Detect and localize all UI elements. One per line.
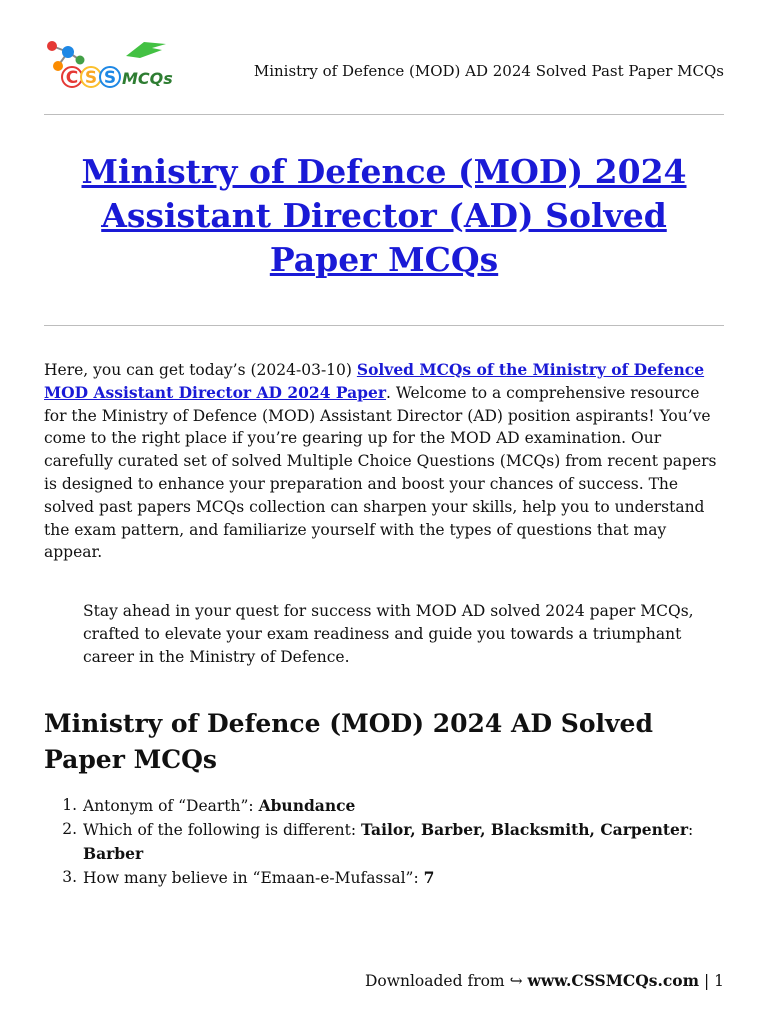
page-title-link[interactable]: Ministry of Defence (MOD) 2024 Assistant Director (AD) Solved Paper MCQs [81,152,687,279]
svg-text:MCQs: MCQs [122,69,173,88]
footer-prefix: Downloaded from [364,972,510,990]
list-number: 3. [62,868,77,886]
site-link[interactable]: www.CSSMCQs.com [527,971,700,990]
mcq-separator: : [688,821,694,839]
page-title [44,150,724,282]
cssmcqs-logo[interactable] [44,38,174,96]
page-header [44,38,724,108]
footer-separator: | [699,972,715,990]
mcq-question: Antonym of “Dearth”: [83,797,259,815]
mcq-question: Which of the following is different: [83,821,361,839]
arrow-icon: ↪ [509,972,523,990]
intro-lead: Here, you can get today’s (2024-03-10) [44,361,357,379]
mcq-options: Tailor, Barber, Blacksmith, Carpenter [361,820,689,839]
svg-text:S: S [84,68,98,88]
section-heading: Ministry of Defence (MOD) 2024 AD Solved Paper MCQs [44,709,653,774]
svg-text:S: S [103,68,117,88]
page-footer [365,970,724,992]
title-divider [44,325,724,326]
mcq-answer: Abundance [258,796,356,815]
intro-paragraph [44,359,724,564]
list-item [44,794,724,818]
header-divider [44,114,724,115]
list-item [44,818,724,866]
list-item [44,866,724,890]
list-number: 1. [62,796,77,814]
list-number: 2. [62,820,77,838]
mcq-answer: Barber [83,844,144,863]
intro-body: . Welcome to a comprehensive resource for the Ministry of Defence (MOD) Assistant Director (AD) position aspirants! You’ve come to the right place if you’re gearing up for the MOD AD examination. Our carefully curated set of solved Multiple Choice Questions (MCQs) from recent papers is designed to enhance your preparation and boost your chances of success. The solved past papers MCQs collection can sharpen your skills, help you to understand the exam pattern, and familiarize yourself with the types of questions that may appear. [44,383,717,562]
mcq-list [44,794,724,890]
header-title: Ministry of Defence (MOD) AD 2024 Solved Past Paper MCQs [253,62,724,80]
svg-text:C: C [65,68,79,88]
blockquote: Stay ahead in your quest for success with MOD AD solved 2024 paper MCQs, crafted to elevate your exam readiness and guide you towards a triumphant career in the Ministry of Defence. [83,602,694,666]
solved-mcqs-link[interactable]: Solved MCQs of the Ministry of Defence MOD Assistant Director AD 2024 Paper [44,360,705,402]
mcq-question: How many believe in “Emaan-e-Mufassal”: [83,869,424,887]
mcq-answer: 7 [423,868,435,887]
page-number: 1 [714,972,724,990]
